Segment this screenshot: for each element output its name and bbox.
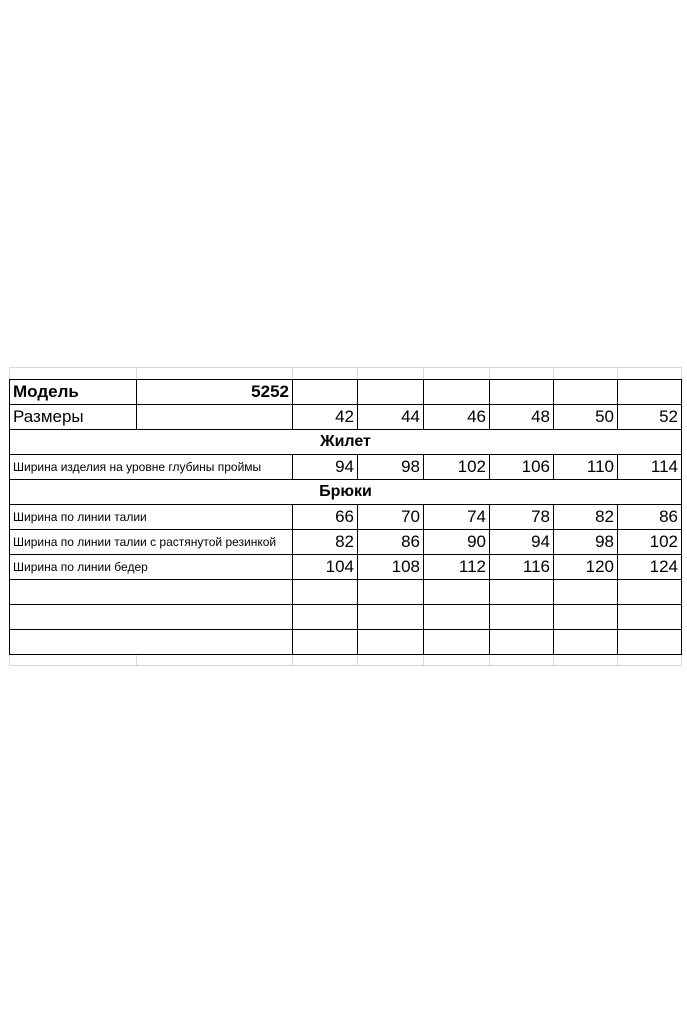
size-value: 46 xyxy=(423,405,490,430)
empty-cell xyxy=(489,379,554,405)
measurement-value: 98 xyxy=(357,455,424,480)
measurement-label: Ширина изделия на уровне глубины проймы xyxy=(9,455,293,480)
measurement-value: 110 xyxy=(553,455,618,480)
empty-cell xyxy=(136,405,293,430)
measurement-value: 86 xyxy=(357,530,424,555)
measurement-value: 124 xyxy=(617,555,682,580)
empty-cell xyxy=(357,379,424,405)
size-value: 48 xyxy=(489,405,554,430)
empty-row-label-cell xyxy=(9,580,293,605)
measurement-value: 86 xyxy=(617,505,682,530)
gridline xyxy=(489,367,490,379)
gridline xyxy=(357,654,358,666)
gridline xyxy=(553,654,554,666)
measurement-value: 108 xyxy=(357,555,424,580)
gridline xyxy=(357,367,358,379)
measurement-value: 82 xyxy=(553,505,618,530)
measurement-label: Ширина по линии талии xyxy=(9,505,293,530)
gridline xyxy=(136,367,137,379)
model-number: 5252 xyxy=(136,379,293,405)
empty-cell xyxy=(617,605,682,630)
section-title-trousers: Брюки xyxy=(9,480,682,505)
empty-cell xyxy=(357,580,424,605)
empty-row-label-cell xyxy=(9,630,293,655)
gridline xyxy=(423,367,424,379)
gridline xyxy=(681,654,682,666)
empty-cell xyxy=(489,580,554,605)
empty-row-label-cell xyxy=(9,605,293,630)
empty-cell xyxy=(357,630,424,655)
measurement-value: 82 xyxy=(292,530,358,555)
measurement-label: Ширина по линии бедер xyxy=(9,555,293,580)
empty-cell xyxy=(617,379,682,405)
measurement-value: 104 xyxy=(292,555,358,580)
model-label: Модель xyxy=(9,379,137,405)
measurement-value: 114 xyxy=(617,455,682,480)
empty-cell xyxy=(423,605,490,630)
measurement-value: 102 xyxy=(423,455,490,480)
empty-cell xyxy=(423,630,490,655)
empty-cell xyxy=(489,630,554,655)
measurement-value: 94 xyxy=(489,530,554,555)
gridline xyxy=(136,654,137,666)
gridline xyxy=(617,654,618,666)
measurement-value: 94 xyxy=(292,455,358,480)
empty-cell xyxy=(357,605,424,630)
gridline xyxy=(292,654,293,666)
size-value: 50 xyxy=(553,405,618,430)
size-value: 44 xyxy=(357,405,424,430)
measurement-value: 66 xyxy=(292,505,358,530)
measurement-value: 106 xyxy=(489,455,554,480)
gridline xyxy=(9,654,10,666)
gridline xyxy=(9,665,682,666)
empty-cell xyxy=(292,630,358,655)
empty-cell xyxy=(489,605,554,630)
empty-cell xyxy=(292,605,358,630)
measurement-label: Ширина по линии талии с растянутой резинкой xyxy=(9,530,293,555)
section-title-vest: Жилет xyxy=(9,430,682,455)
sizes-label: Размеры xyxy=(9,405,137,430)
measurement-value: 74 xyxy=(423,505,490,530)
empty-cell xyxy=(292,580,358,605)
gridline xyxy=(489,654,490,666)
empty-cell xyxy=(553,630,618,655)
measurement-value: 90 xyxy=(423,530,490,555)
measurement-value: 112 xyxy=(423,555,490,580)
empty-cell xyxy=(553,580,618,605)
measurement-value: 102 xyxy=(617,530,682,555)
empty-cell xyxy=(292,379,358,405)
empty-cell xyxy=(423,580,490,605)
gridline xyxy=(423,654,424,666)
empty-cell xyxy=(553,379,618,405)
measurement-value: 70 xyxy=(357,505,424,530)
gridline xyxy=(553,367,554,379)
gridline xyxy=(9,367,10,379)
measurement-value: 116 xyxy=(489,555,554,580)
gridline xyxy=(292,367,293,379)
empty-cell xyxy=(617,630,682,655)
gridline xyxy=(9,367,682,368)
gridline xyxy=(681,367,682,379)
size-value: 42 xyxy=(292,405,358,430)
empty-cell xyxy=(553,605,618,630)
size-value: 52 xyxy=(617,405,682,430)
measurement-value: 120 xyxy=(553,555,618,580)
empty-cell xyxy=(617,580,682,605)
gridline xyxy=(617,367,618,379)
measurement-value: 78 xyxy=(489,505,554,530)
measurement-value: 98 xyxy=(553,530,618,555)
empty-cell xyxy=(423,379,490,405)
